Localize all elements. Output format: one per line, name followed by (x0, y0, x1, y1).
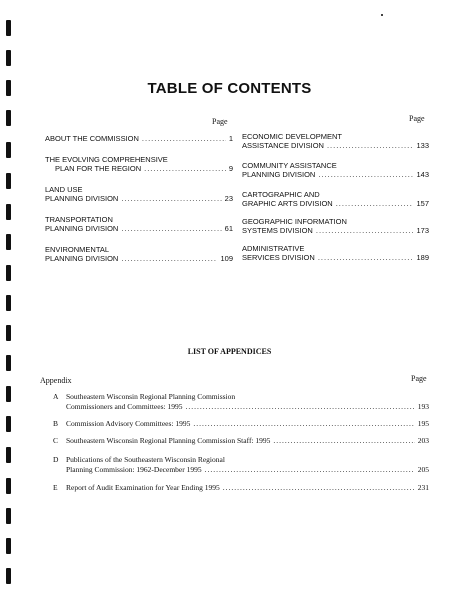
appendix-label: Planning Commission: 1962-December 1995 (66, 465, 202, 474)
appendix-label: Publications of the Southeastern Wisconsin Regional (66, 455, 225, 464)
toc-entry-page: 1 (228, 134, 233, 143)
dot-leader (223, 483, 415, 493)
binding-hole (6, 20, 11, 36)
binding-hole (6, 204, 11, 220)
toc-entry-about-commission[interactable] (45, 134, 233, 143)
binding-hole (6, 568, 11, 584)
binding-hole (6, 110, 11, 126)
dot-leader (205, 465, 415, 475)
binding-hole (6, 325, 11, 341)
binding-hole (6, 538, 11, 554)
toc-entry-label: COMMUNITY ASSISTANCE (242, 161, 337, 170)
toc-entry-label: TRANSPORTATION (45, 215, 113, 224)
toc-entry-cartographic[interactable] (242, 190, 429, 208)
appendix-letter: D (53, 455, 59, 464)
appendix-item-d[interactable] (40, 455, 429, 477)
dot-leader (273, 436, 414, 446)
dot-leader (144, 164, 226, 173)
dot-leader (121, 254, 217, 263)
toc-entry-page: 23 (224, 194, 233, 203)
appendix-label: Southeastern Wisconsin Regional Planning Commission Staff: 1995 (66, 436, 271, 445)
toc-entry-label: GEOGRAPHIC INFORMATION (242, 217, 347, 226)
toc-entry-page: 189 (416, 253, 429, 262)
appendix-item-e[interactable] (40, 483, 429, 495)
appendix-letter: B (53, 419, 59, 428)
toc-entry-page: 173 (416, 226, 429, 235)
appendix-letter: A (53, 392, 59, 401)
toc-entry-land-use[interactable] (45, 185, 233, 203)
toc-entry-label: PLAN FOR THE REGION (55, 164, 142, 173)
toc-entry-label: PLANNING DIVISION (45, 224, 119, 233)
appendix-letter: E (53, 483, 58, 492)
toc-entry-label: ABOUT THE COMMISSION (45, 134, 139, 143)
binding-hole (6, 234, 11, 250)
binding-hole (6, 447, 11, 463)
appendix-page: 193 (417, 402, 429, 411)
toc-entry-label: PLANNING DIVISION (242, 170, 316, 179)
toc-entry-administrative[interactable] (242, 244, 429, 262)
toc-entry-geographic-information[interactable] (242, 217, 429, 235)
appendix-page-column-header: Page (411, 374, 427, 383)
appendices-title: LIST OF APPENDICES (187, 347, 272, 356)
toc-entry-page: 61 (224, 224, 233, 233)
toc-entry-label: ECONOMIC DEVELOPMENT (242, 132, 343, 141)
binding-hole (6, 508, 11, 524)
dot-leader (316, 226, 414, 235)
toc-entry-label: LAND USE (45, 185, 83, 194)
dot-leader (185, 402, 414, 412)
toc-entry-comprehensive-plan[interactable] (45, 155, 233, 173)
dot-leader (121, 224, 221, 233)
binding-hole (6, 142, 11, 158)
appendix-item-c[interactable] (40, 436, 429, 448)
binding-hole (6, 265, 11, 281)
toc-entry-economic-development[interactable] (242, 132, 429, 150)
appendix-label: Commissioners and Committees: 1995 (66, 402, 183, 411)
binding-hole (6, 355, 11, 371)
binding-hole (6, 173, 11, 189)
toc-entry-community-assistance[interactable] (242, 161, 429, 179)
toc-entry-page: 143 (416, 170, 429, 179)
appendix-page: 195 (417, 419, 429, 428)
toc-entry-page: 133 (416, 141, 429, 150)
binding-hole (6, 295, 11, 311)
toc-entry-page: 9 (228, 164, 233, 173)
appendix-item-b[interactable] (40, 419, 429, 431)
scan-speck (381, 14, 383, 16)
toc-entry-transportation[interactable] (45, 215, 233, 233)
dot-leader (193, 419, 414, 429)
binding-holes (6, 20, 12, 590)
page-title: TABLE OF CONTENTS (147, 80, 312, 97)
dot-leader (336, 199, 414, 208)
toc-entry-label: CARTOGRAPHIC AND (242, 190, 320, 199)
appendix-column-header: Appendix (40, 376, 72, 385)
dot-leader (327, 141, 414, 150)
toc-entry-label: PLANNING DIVISION (45, 194, 119, 203)
toc-entry-page: 157 (416, 199, 429, 208)
toc-entry-label: SERVICES DIVISION (242, 253, 315, 262)
binding-hole (6, 416, 11, 432)
toc-entry-label: ASSISTANCE DIVISION (242, 141, 324, 150)
appendix-label: Report of Audit Examination for Year Ending 1995 (66, 483, 220, 492)
appendix-page: 203 (417, 436, 429, 445)
toc-entry-environmental[interactable] (45, 245, 233, 263)
appendix-item-a[interactable] (40, 392, 429, 414)
binding-hole (6, 478, 11, 494)
page-column-header-right: Page (409, 114, 425, 123)
toc-entry-label: ENVIRONMENTAL (45, 245, 110, 254)
toc-entry-label: PLANNING DIVISION (45, 254, 119, 263)
binding-hole (6, 386, 11, 402)
dot-leader (142, 134, 226, 143)
page-column-header-left: Page (212, 117, 228, 126)
appendix-letter: C (53, 436, 59, 445)
toc-entry-label: THE EVOLVING COMPREHENSIVE (45, 155, 168, 164)
binding-hole (6, 50, 11, 66)
toc-entry-page: 109 (220, 254, 233, 263)
appendix-page: 205 (417, 465, 429, 474)
toc-entry-label: SYSTEMS DIVISION (242, 226, 313, 235)
appendix-label: Commission Advisory Committees: 1995 (66, 419, 191, 428)
dot-leader (318, 253, 414, 262)
appendix-label: Southeastern Wisconsin Regional Planning Commission (66, 392, 236, 401)
dot-leader (121, 194, 221, 203)
toc-entry-label: ADMINISTRATIVE (242, 244, 305, 253)
appendix-page: 231 (417, 483, 429, 492)
dot-leader (318, 170, 413, 179)
toc-entry-label: GRAPHIC ARTS DIVISION (242, 199, 333, 208)
